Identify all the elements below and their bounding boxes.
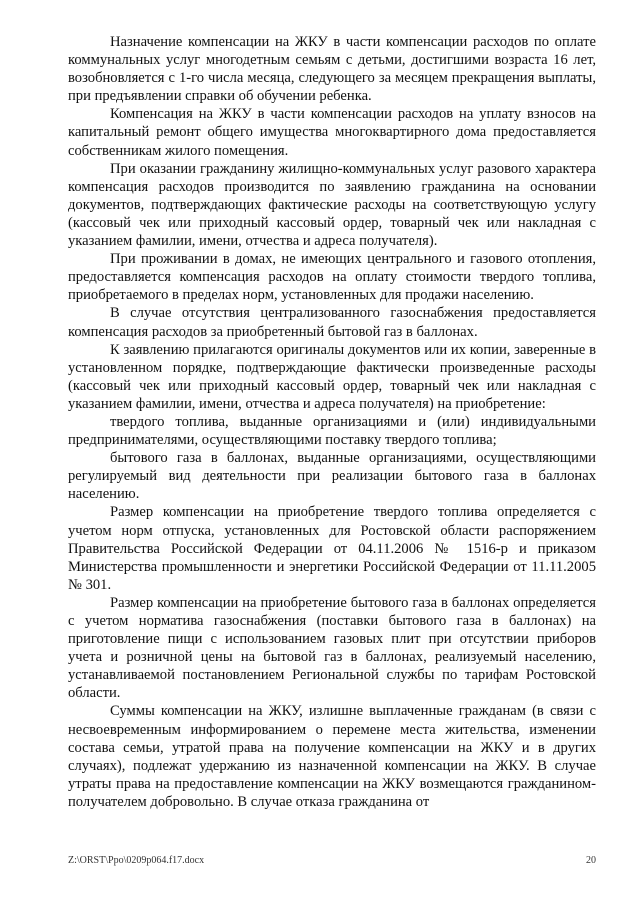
paragraph-capital-repair-compensation: Компенсация на ЖКУ в части компенсации расходов на уплату взносов на капитальный ремонт общего имущества многоквартирного дома предоставляется собственникам жилого помещения. (68, 106, 596, 159)
footer-file-path: Z:\ORST\Ppo\0209p064.f17.docx (68, 855, 205, 866)
paragraph-one-time-services: При оказании гражданину жилищно-коммунальных услуг разового характера компенсация расходов производится по заявлению гражданина на основании документов, подтверждающих фактические расходы на соответствующую услугу (кассовый чек или приходный кассовый ордер, товарный чек или накладная с указанием фамилии, имени, отчества и адреса получателя). (68, 160, 596, 250)
document-body (68, 33, 596, 811)
paragraph-solid-fuel-documents: твердого топлива, выданные организациями и (или) индивидуальными предпринимателями, осуществляющими поставку твердого топлива; (68, 413, 596, 449)
paragraph-overpaid-sums: Суммы компенсации на ЖКУ, излишне выплаченные гражданам (в связи с несвоевременным информированием о перемене места жительства, изменении состава семьи, утратой права на получение компенсации на ЖКУ и в других случаях), подлежат удержанию из назначенной компенсации на ЖКУ. В случае утраты права на предоставление компенсации на ЖКУ возмещаются гражданином-получателем добровольно. В случае отказа гражданина от (68, 703, 596, 810)
paragraph-solid-fuel-compensation: При проживании в домах, не имеющих центрального и газового отопления, предоставляется компенсация расходов на оплату стоимости твердого топлива, приобретаемого в пределах норм, установленных для продажи населению. (68, 251, 596, 304)
paragraph-bottled-gas-amount: Размер компенсации на приобретение бытового газа в баллонах определяется с учетом норматива газоснабжения (поставки бытового газа в баллонах) на приготовление пищи с использованием газовых плит при отсутствии приборов учета и розничной цены на бытовой газ в баллонах, реализуемый населению, устанавливаемой постановлением Региональной службы по тарифам Ростовской области. (68, 594, 596, 702)
page-number: 20 (586, 855, 596, 866)
paragraph-bottled-gas-documents: бытового газа в баллонах, выданные организациями, осуществляющими регулируемый вид деятельности при реализации бытового газа в баллонах населению. (68, 450, 596, 503)
paragraph-bottled-gas-compensation: В случае отсутствия централизованного газоснабжения предоставляется компенсация расходов за приобретенный бытовой газ в баллонах. (68, 305, 596, 340)
paragraph-solid-fuel-amount: Размер компенсации на приобретение твердого топлива определяется с учетом норм отпуска, установленных для Ростовской области распоряжением Правительства Российской Федерации от 04.11.2006 № 1516-р и приказом Министерства промышленности и энергетики Российской Федерации от 11.11.2005 № 301. (68, 504, 596, 593)
paragraph-required-documents: К заявлению прилагаются оригиналы документов или их копии, заверенные в установленном порядке, подтверждающие фактически произведенные расходы (кассовый чек или приходный кассовый ордер, товарный чек или накладная с указанием фамилии, имени, отчества и адреса получателя) на приобретение: (68, 341, 596, 412)
paragraph-resumption-compensation: Назначение компенсации на ЖКУ в части компенсации расходов по оплате коммунальных услуг многодетным семьям с детьми, достигшими возраста 16 лет, возобновляется с 1-го числа месяца, следующего за месяцем прекращения выплаты, при предъявлении справки об обучении ребенка. (68, 34, 596, 105)
